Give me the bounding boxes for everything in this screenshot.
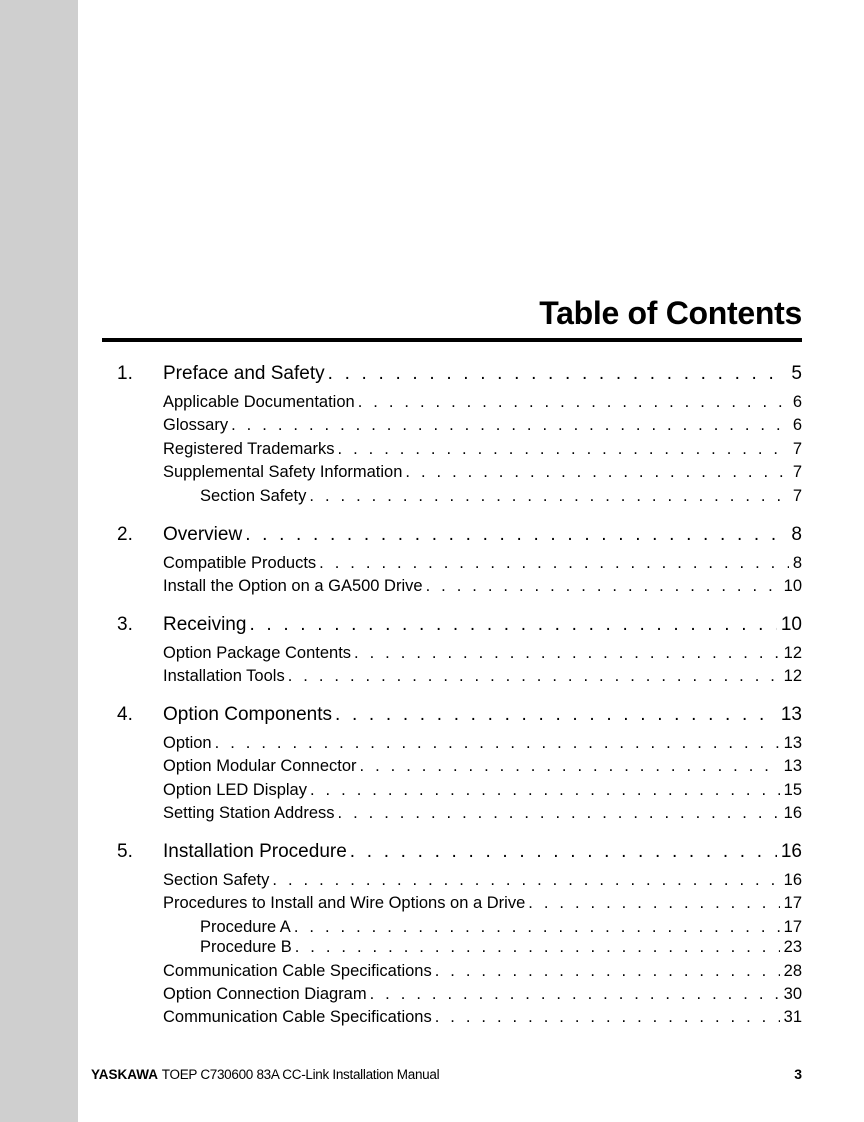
toc-entry-label: Installation Procedure [163, 841, 347, 862]
toc-entry-page-number: 17 [783, 894, 802, 913]
toc-entry-page-number: 13 [780, 704, 802, 725]
toc-entry-label: Communication Cable Specifications [163, 1008, 432, 1027]
chapter-number: 1. [117, 363, 133, 384]
toc-chapter-entry[interactable] [163, 704, 802, 726]
toc-section-entry[interactable] [163, 757, 802, 776]
toc-entry-label: Preface and Safety [163, 363, 325, 384]
dot-leader [358, 393, 789, 412]
toc-entry-label: Communication Cable Specifications [163, 961, 432, 980]
toc-entry-page-number: 16 [783, 871, 802, 889]
toc-entry-page-number: 6 [792, 416, 802, 435]
toc-entry-label: Applicable Documentation [163, 393, 355, 411]
toc-section-entry[interactable] [163, 871, 802, 890]
dot-leader [215, 734, 780, 753]
toc-section-entry[interactable] [163, 440, 802, 459]
dot-leader [309, 487, 788, 506]
dot-leader [528, 894, 779, 913]
toc-entry-page-number: 12 [783, 644, 802, 662]
toc-entry-page-number: 5 [791, 363, 802, 384]
dot-leader [231, 416, 789, 435]
toc-entry-page-number: 7 [792, 463, 802, 482]
toc-section-entry[interactable] [163, 463, 802, 482]
toc-entry-label: Option Components [163, 704, 332, 725]
toc-entry-label: Section Safety [163, 871, 270, 889]
toc-chapter-entry[interactable] [163, 524, 802, 546]
toc-section-entry[interactable] [163, 804, 802, 823]
toc-entry-label: Procedure B [200, 938, 292, 957]
toc-entry-page-number: 13 [783, 757, 802, 776]
toc-section-entry[interactable] [163, 985, 802, 1004]
chapter-number: 2. [117, 524, 133, 545]
toc-entry-page-number: 30 [783, 985, 802, 1003]
toc-subsection-entry[interactable] [200, 938, 802, 957]
footer-document [91, 1067, 439, 1082]
toc-entry-page-number: 13 [783, 734, 802, 752]
dot-leader [360, 757, 780, 776]
toc-entry-page-number: 12 [783, 667, 802, 686]
toc-entry-page-number: 8 [792, 554, 802, 572]
toc-section-entry[interactable] [163, 667, 802, 686]
dot-leader [435, 962, 780, 981]
toc-entry-page-number: 28 [783, 961, 802, 980]
toc-section-entry[interactable] [163, 1008, 802, 1027]
dot-leader [426, 577, 780, 596]
toc-chapter-entry[interactable] [163, 363, 802, 385]
toc-entry-page-number: 17 [783, 917, 802, 936]
toc-entry-page-number: 7 [792, 439, 802, 458]
toc-entry-label: Option Connection Diagram [163, 985, 367, 1003]
toc-entry-label: Install the Option on a GA500 Drive [163, 577, 423, 596]
dot-leader [249, 614, 776, 636]
toc-subsection-entry[interactable] [200, 487, 802, 506]
dot-leader [350, 841, 777, 863]
dot-leader [328, 363, 788, 385]
toc-entry-label: Supplemental Safety Information [163, 463, 403, 482]
toc-entry-page-number: 15 [783, 780, 802, 799]
dot-leader [310, 781, 780, 800]
title-rule [102, 338, 802, 342]
toc-section-entry[interactable] [163, 781, 802, 800]
page-title: Table of Contents [539, 295, 802, 331]
dot-leader [288, 667, 780, 686]
dot-leader [354, 644, 780, 663]
toc-section-entry[interactable] [163, 416, 802, 435]
toc-section-entry[interactable] [163, 644, 802, 663]
chapter-number: 4. [117, 704, 133, 725]
dot-leader [319, 554, 789, 573]
toc-subsection-entry[interactable] [200, 918, 802, 937]
toc-entry-label: Receiving [163, 614, 247, 635]
toc-section-entry[interactable] [163, 554, 802, 573]
dot-leader [435, 1008, 780, 1027]
toc-entry-page-number: 8 [791, 524, 802, 545]
toc-entry-label: Setting Station Address [163, 804, 335, 823]
toc-entry-page-number: 10 [780, 614, 802, 635]
toc-section-entry[interactable] [163, 894, 802, 913]
footer-doc-title: TOEP C730600 83A CC-Link Installation Manual [161, 1067, 440, 1082]
dot-leader [294, 918, 780, 937]
toc-chapter-entry[interactable] [163, 841, 802, 863]
toc-entry-label: Compatible Products [163, 554, 317, 572]
toc-entry-label: Option [163, 734, 212, 752]
toc-entry-label: Installation Tools [163, 667, 285, 686]
toc-entry-label: Glossary [163, 416, 229, 435]
toc-entry-page-number: 16 [780, 841, 802, 862]
footer-page-number: 3 [794, 1066, 802, 1082]
footer-brand: YASKAWA [91, 1067, 159, 1082]
toc-section-entry[interactable] [163, 393, 802, 412]
toc-entry-label: Section Safety [200, 486, 307, 505]
page-footer [91, 1066, 802, 1082]
toc-entry-label: Option LED Display [163, 780, 307, 799]
toc-section-entry[interactable] [163, 962, 802, 981]
toc-entry-page-number: 10 [783, 577, 802, 596]
toc-section-entry[interactable] [163, 734, 802, 753]
dot-leader [272, 871, 779, 890]
dot-leader [405, 463, 788, 482]
toc-entry-label: Procedures to Install and Wire Options on a Drive [163, 894, 526, 913]
page-margin-bar [0, 0, 78, 1122]
dot-leader [295, 938, 780, 957]
toc-entry-label: Overview [163, 524, 243, 545]
chapter-number: 3. [117, 614, 133, 635]
dot-leader [370, 985, 780, 1004]
dot-leader [338, 440, 789, 459]
toc-chapter-entry[interactable] [163, 614, 802, 636]
toc-entry-label: Procedure A [200, 917, 291, 936]
toc-entry-page-number: 7 [792, 486, 802, 505]
dot-leader [245, 524, 787, 546]
toc-entry-label: Option Package Contents [163, 644, 352, 662]
toc-entry-label: Option Modular Connector [163, 757, 357, 776]
toc-entry-page-number: 23 [783, 938, 802, 957]
toc-entry-label: Registered Trademarks [163, 439, 335, 458]
toc-entry-page-number: 6 [792, 393, 802, 411]
dot-leader [338, 804, 780, 823]
dot-leader [335, 704, 777, 726]
toc-entry-page-number: 16 [783, 804, 802, 823]
toc-entry-page-number: 31 [783, 1008, 802, 1027]
chapter-number: 5. [117, 841, 133, 862]
toc-section-entry[interactable] [163, 577, 802, 596]
